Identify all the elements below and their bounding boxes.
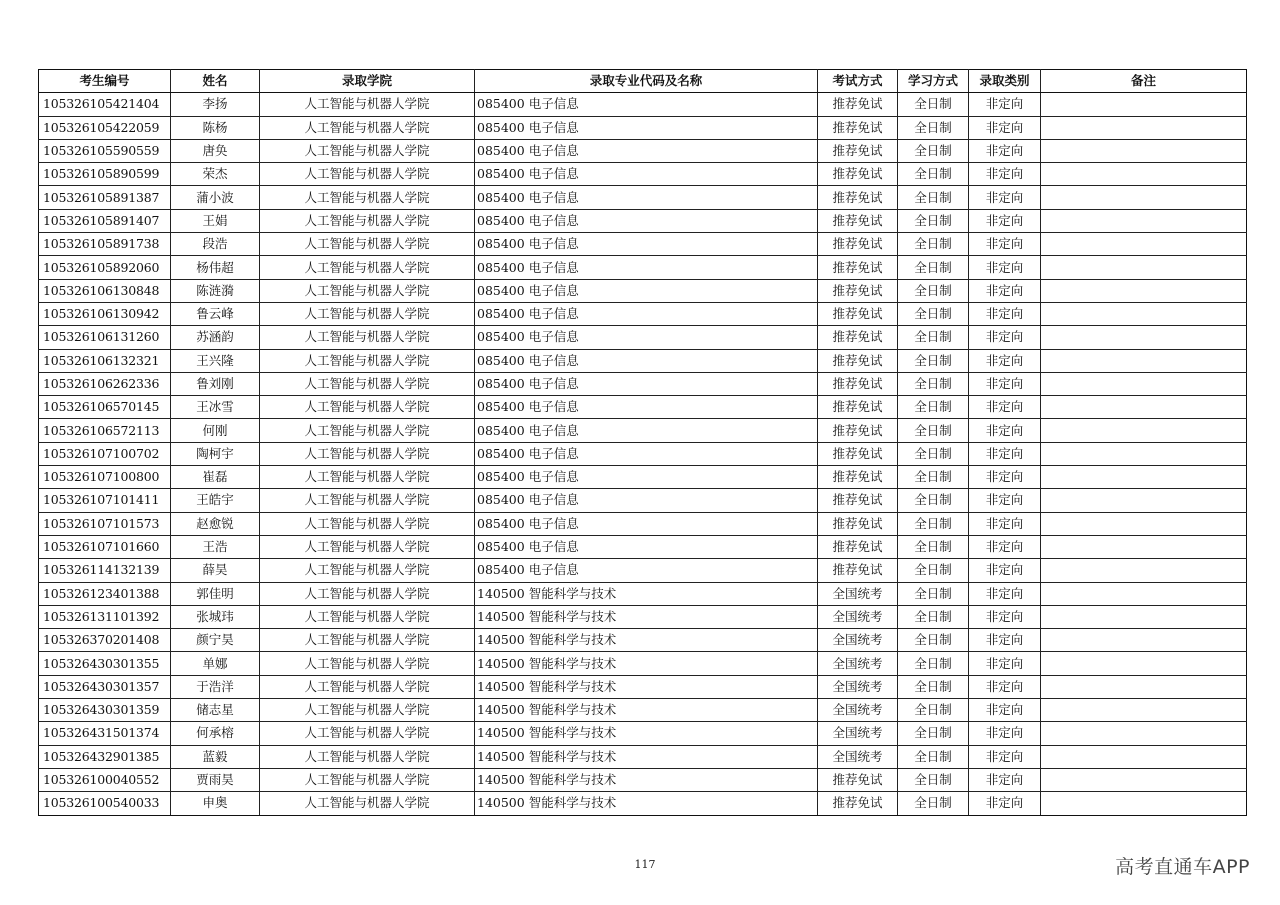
cell-major: 085400 电子信息 bbox=[475, 419, 818, 442]
table-row bbox=[39, 559, 1247, 582]
cell-name: 贾雨昊 bbox=[171, 768, 260, 791]
cell-study-mode: 全日制 bbox=[898, 722, 969, 745]
cell-admission-category: 非定向 bbox=[969, 256, 1041, 279]
cell-study-mode: 全日制 bbox=[898, 256, 969, 279]
cell-major: 140500 智能科学与技术 bbox=[475, 675, 818, 698]
cell-admission-category: 非定向 bbox=[969, 442, 1041, 465]
cell-admission-category: 非定向 bbox=[969, 233, 1041, 256]
cell-major: 140500 智能科学与技术 bbox=[475, 629, 818, 652]
cell-study-mode: 全日制 bbox=[898, 442, 969, 465]
cell-study-mode: 全日制 bbox=[898, 559, 969, 582]
table-header bbox=[39, 70, 1247, 93]
cell-student-id: 105326370201408 bbox=[39, 629, 171, 652]
cell-major: 085400 电子信息 bbox=[475, 372, 818, 395]
cell-admission-category: 非定向 bbox=[969, 512, 1041, 535]
cell-student-id: 105326106572113 bbox=[39, 419, 171, 442]
cell-name: 荣杰 bbox=[171, 163, 260, 186]
cell-name: 王兴隆 bbox=[171, 349, 260, 372]
cell-student-id: 105326106131260 bbox=[39, 326, 171, 349]
cell-admission-category: 非定向 bbox=[969, 279, 1041, 302]
cell-major: 140500 智能科学与技术 bbox=[475, 699, 818, 722]
table-row bbox=[39, 652, 1247, 675]
cell-name: 鲁刘刚 bbox=[171, 372, 260, 395]
cell-admission-category: 非定向 bbox=[969, 466, 1041, 489]
table-row bbox=[39, 349, 1247, 372]
cell-admission-category: 非定向 bbox=[969, 675, 1041, 698]
cell-note bbox=[1041, 582, 1247, 605]
table-row bbox=[39, 675, 1247, 698]
cell-admission-category: 非定向 bbox=[969, 326, 1041, 349]
cell-student-id: 105326100040552 bbox=[39, 768, 171, 791]
cell-exam-type: 推荐免试 bbox=[818, 419, 898, 442]
cell-name: 段浩 bbox=[171, 233, 260, 256]
cell-name: 单娜 bbox=[171, 652, 260, 675]
cell-admission-category: 非定向 bbox=[969, 139, 1041, 162]
cell-study-mode: 全日制 bbox=[898, 302, 969, 325]
cell-name: 颜宁昊 bbox=[171, 629, 260, 652]
cell-exam-type: 推荐免试 bbox=[818, 279, 898, 302]
cell-student-id: 105326430301355 bbox=[39, 652, 171, 675]
cell-college: 人工智能与机器人学院 bbox=[260, 372, 475, 395]
cell-admission-category: 非定向 bbox=[969, 396, 1041, 419]
cell-major: 140500 智能科学与技术 bbox=[475, 792, 818, 815]
cell-study-mode: 全日制 bbox=[898, 349, 969, 372]
cell-study-mode: 全日制 bbox=[898, 116, 969, 139]
cell-major: 085400 电子信息 bbox=[475, 209, 818, 232]
cell-name: 于浩洋 bbox=[171, 675, 260, 698]
table-row bbox=[39, 116, 1247, 139]
cell-major: 140500 智能科学与技术 bbox=[475, 768, 818, 791]
cell-study-mode: 全日制 bbox=[898, 489, 969, 512]
cell-study-mode: 全日制 bbox=[898, 186, 969, 209]
cell-study-mode: 全日制 bbox=[898, 512, 969, 535]
cell-college: 人工智能与机器人学院 bbox=[260, 442, 475, 465]
cell-note bbox=[1041, 93, 1247, 116]
table-row bbox=[39, 186, 1247, 209]
cell-college: 人工智能与机器人学院 bbox=[260, 512, 475, 535]
cell-note bbox=[1041, 233, 1247, 256]
cell-name: 蒲小波 bbox=[171, 186, 260, 209]
cell-student-id: 105326106132321 bbox=[39, 349, 171, 372]
cell-college: 人工智能与机器人学院 bbox=[260, 466, 475, 489]
cell-college: 人工智能与机器人学院 bbox=[260, 419, 475, 442]
cell-study-mode: 全日制 bbox=[898, 209, 969, 232]
cell-major: 085400 电子信息 bbox=[475, 279, 818, 302]
cell-exam-type: 推荐免试 bbox=[818, 93, 898, 116]
cell-college: 人工智能与机器人学院 bbox=[260, 139, 475, 162]
cell-note bbox=[1041, 302, 1247, 325]
cell-major: 140500 智能科学与技术 bbox=[475, 652, 818, 675]
cell-college: 人工智能与机器人学院 bbox=[260, 652, 475, 675]
cell-student-id: 105326105422059 bbox=[39, 116, 171, 139]
cell-study-mode: 全日制 bbox=[898, 629, 969, 652]
cell-study-mode: 全日制 bbox=[898, 163, 969, 186]
cell-note bbox=[1041, 629, 1247, 652]
cell-college: 人工智能与机器人学院 bbox=[260, 559, 475, 582]
cell-college: 人工智能与机器人学院 bbox=[260, 326, 475, 349]
cell-exam-type: 全国统考 bbox=[818, 675, 898, 698]
cell-name: 唐奂 bbox=[171, 139, 260, 162]
cell-major: 085400 电子信息 bbox=[475, 512, 818, 535]
cell-student-id: 105326432901385 bbox=[39, 745, 171, 768]
cell-study-mode: 全日制 bbox=[898, 675, 969, 698]
cell-note bbox=[1041, 605, 1247, 628]
cell-college: 人工智能与机器人学院 bbox=[260, 256, 475, 279]
cell-college: 人工智能与机器人学院 bbox=[260, 629, 475, 652]
table-row bbox=[39, 535, 1247, 558]
cell-student-id: 105326106130848 bbox=[39, 279, 171, 302]
cell-major: 140500 智能科学与技术 bbox=[475, 722, 818, 745]
table-row bbox=[39, 372, 1247, 395]
cell-college: 人工智能与机器人学院 bbox=[260, 349, 475, 372]
cell-college: 人工智能与机器人学院 bbox=[260, 768, 475, 791]
cell-exam-type: 推荐免试 bbox=[818, 349, 898, 372]
cell-college: 人工智能与机器人学院 bbox=[260, 186, 475, 209]
table-row bbox=[39, 93, 1247, 116]
cell-note bbox=[1041, 256, 1247, 279]
cell-college: 人工智能与机器人学院 bbox=[260, 675, 475, 698]
table-row bbox=[39, 489, 1247, 512]
cell-name: 郭佳明 bbox=[171, 582, 260, 605]
table-row bbox=[39, 722, 1247, 745]
cell-major: 085400 电子信息 bbox=[475, 163, 818, 186]
table-row bbox=[39, 279, 1247, 302]
table-row bbox=[39, 768, 1247, 791]
cell-exam-type: 推荐免试 bbox=[818, 163, 898, 186]
cell-college: 人工智能与机器人学院 bbox=[260, 116, 475, 139]
cell-admission-category: 非定向 bbox=[969, 419, 1041, 442]
cell-student-id: 105326431501374 bbox=[39, 722, 171, 745]
cell-exam-type: 全国统考 bbox=[818, 605, 898, 628]
table-row bbox=[39, 442, 1247, 465]
cell-exam-type: 推荐免试 bbox=[818, 489, 898, 512]
cell-exam-type: 全国统考 bbox=[818, 652, 898, 675]
cell-admission-category: 非定向 bbox=[969, 535, 1041, 558]
cell-student-id: 105326105891387 bbox=[39, 186, 171, 209]
table-row bbox=[39, 605, 1247, 628]
cell-college: 人工智能与机器人学院 bbox=[260, 745, 475, 768]
cell-note bbox=[1041, 372, 1247, 395]
cell-note bbox=[1041, 442, 1247, 465]
cell-study-mode: 全日制 bbox=[898, 326, 969, 349]
cell-exam-type: 推荐免试 bbox=[818, 186, 898, 209]
cell-study-mode: 全日制 bbox=[898, 372, 969, 395]
cell-note bbox=[1041, 722, 1247, 745]
cell-admission-category: 非定向 bbox=[969, 629, 1041, 652]
column-header-college: 录取学院 bbox=[260, 70, 475, 93]
cell-admission-category: 非定向 bbox=[969, 209, 1041, 232]
cell-admission-category: 非定向 bbox=[969, 792, 1041, 815]
column-header-major: 录取专业代码及名称 bbox=[475, 70, 818, 93]
table-row bbox=[39, 512, 1247, 535]
cell-name: 薛昊 bbox=[171, 559, 260, 582]
cell-college: 人工智能与机器人学院 bbox=[260, 722, 475, 745]
cell-major: 085400 电子信息 bbox=[475, 489, 818, 512]
cell-exam-type: 推荐免试 bbox=[818, 396, 898, 419]
cell-name: 王浩 bbox=[171, 535, 260, 558]
cell-student-id: 105326106262336 bbox=[39, 372, 171, 395]
cell-note bbox=[1041, 326, 1247, 349]
cell-note bbox=[1041, 535, 1247, 558]
cell-study-mode: 全日制 bbox=[898, 582, 969, 605]
cell-note bbox=[1041, 419, 1247, 442]
cell-name: 王冰雪 bbox=[171, 396, 260, 419]
cell-student-id: 105326105891738 bbox=[39, 233, 171, 256]
table-row bbox=[39, 163, 1247, 186]
cell-note bbox=[1041, 349, 1247, 372]
table-row bbox=[39, 629, 1247, 652]
cell-note bbox=[1041, 512, 1247, 535]
cell-major: 085400 电子信息 bbox=[475, 256, 818, 279]
cell-major: 085400 电子信息 bbox=[475, 559, 818, 582]
table-row bbox=[39, 466, 1247, 489]
table-row bbox=[39, 326, 1247, 349]
cell-student-id: 105326106570145 bbox=[39, 396, 171, 419]
cell-admission-category: 非定向 bbox=[969, 349, 1041, 372]
cell-name: 王皓宇 bbox=[171, 489, 260, 512]
cell-name: 赵愈锐 bbox=[171, 512, 260, 535]
cell-note bbox=[1041, 139, 1247, 162]
table-row bbox=[39, 396, 1247, 419]
cell-study-mode: 全日制 bbox=[898, 652, 969, 675]
cell-exam-type: 推荐免试 bbox=[818, 768, 898, 791]
cell-note bbox=[1041, 792, 1247, 815]
cell-exam-type: 推荐免试 bbox=[818, 792, 898, 815]
cell-exam-type: 推荐免试 bbox=[818, 326, 898, 349]
cell-note bbox=[1041, 652, 1247, 675]
cell-name: 苏涵韵 bbox=[171, 326, 260, 349]
cell-major: 085400 电子信息 bbox=[475, 116, 818, 139]
cell-admission-category: 非定向 bbox=[969, 699, 1041, 722]
cell-study-mode: 全日制 bbox=[898, 396, 969, 419]
cell-exam-type: 推荐免试 bbox=[818, 512, 898, 535]
cell-study-mode: 全日制 bbox=[898, 419, 969, 442]
cell-student-id: 105326430301359 bbox=[39, 699, 171, 722]
cell-student-id: 105326105891407 bbox=[39, 209, 171, 232]
table-row bbox=[39, 233, 1247, 256]
cell-student-id: 105326123401388 bbox=[39, 582, 171, 605]
cell-major: 085400 电子信息 bbox=[475, 442, 818, 465]
cell-student-id: 105326131101392 bbox=[39, 605, 171, 628]
cell-admission-category: 非定向 bbox=[969, 768, 1041, 791]
cell-major: 085400 电子信息 bbox=[475, 302, 818, 325]
cell-study-mode: 全日制 bbox=[898, 792, 969, 815]
cell-student-id: 105326107101573 bbox=[39, 512, 171, 535]
cell-major: 085400 电子信息 bbox=[475, 93, 818, 116]
cell-name: 陈杨 bbox=[171, 116, 260, 139]
cell-exam-type: 推荐免试 bbox=[818, 442, 898, 465]
table-row bbox=[39, 745, 1247, 768]
cell-college: 人工智能与机器人学院 bbox=[260, 93, 475, 116]
cell-name: 陈涟漪 bbox=[171, 279, 260, 302]
cell-major: 140500 智能科学与技术 bbox=[475, 582, 818, 605]
cell-admission-category: 非定向 bbox=[969, 116, 1041, 139]
cell-note bbox=[1041, 466, 1247, 489]
cell-college: 人工智能与机器人学院 bbox=[260, 699, 475, 722]
cell-name: 何刚 bbox=[171, 419, 260, 442]
table-row bbox=[39, 209, 1247, 232]
cell-study-mode: 全日制 bbox=[898, 605, 969, 628]
header-row bbox=[39, 70, 1247, 93]
cell-exam-type: 推荐免试 bbox=[818, 535, 898, 558]
cell-college: 人工智能与机器人学院 bbox=[260, 396, 475, 419]
cell-note bbox=[1041, 209, 1247, 232]
cell-college: 人工智能与机器人学院 bbox=[260, 489, 475, 512]
cell-exam-type: 推荐免试 bbox=[818, 302, 898, 325]
cell-college: 人工智能与机器人学院 bbox=[260, 233, 475, 256]
cell-student-id: 105326105892060 bbox=[39, 256, 171, 279]
admissions-table bbox=[38, 69, 1247, 816]
cell-admission-category: 非定向 bbox=[969, 372, 1041, 395]
cell-name: 李扬 bbox=[171, 93, 260, 116]
column-header-admission-category: 录取类别 bbox=[969, 70, 1041, 93]
cell-admission-category: 非定向 bbox=[969, 582, 1041, 605]
cell-college: 人工智能与机器人学院 bbox=[260, 605, 475, 628]
cell-study-mode: 全日制 bbox=[898, 93, 969, 116]
cell-name: 张城玮 bbox=[171, 605, 260, 628]
cell-college: 人工智能与机器人学院 bbox=[260, 163, 475, 186]
cell-exam-type: 推荐免试 bbox=[818, 256, 898, 279]
cell-college: 人工智能与机器人学院 bbox=[260, 209, 475, 232]
cell-note bbox=[1041, 396, 1247, 419]
cell-student-id: 105326105890599 bbox=[39, 163, 171, 186]
cell-exam-type: 全国统考 bbox=[818, 722, 898, 745]
cell-major: 085400 电子信息 bbox=[475, 233, 818, 256]
cell-exam-type: 推荐免试 bbox=[818, 139, 898, 162]
cell-admission-category: 非定向 bbox=[969, 93, 1041, 116]
column-header-study-mode: 学习方式 bbox=[898, 70, 969, 93]
table-row bbox=[39, 699, 1247, 722]
column-header-exam-type: 考试方式 bbox=[818, 70, 898, 93]
column-header-note: 备注 bbox=[1041, 70, 1247, 93]
cell-major: 085400 电子信息 bbox=[475, 466, 818, 489]
cell-name: 杨伟超 bbox=[171, 256, 260, 279]
cell-admission-category: 非定向 bbox=[969, 302, 1041, 325]
cell-student-id: 105326107101660 bbox=[39, 535, 171, 558]
cell-study-mode: 全日制 bbox=[898, 535, 969, 558]
cell-college: 人工智能与机器人学院 bbox=[260, 535, 475, 558]
cell-college: 人工智能与机器人学院 bbox=[260, 279, 475, 302]
cell-major: 085400 电子信息 bbox=[475, 326, 818, 349]
cell-study-mode: 全日制 bbox=[898, 139, 969, 162]
column-header-name: 姓名 bbox=[171, 70, 260, 93]
cell-exam-type: 全国统考 bbox=[818, 629, 898, 652]
cell-admission-category: 非定向 bbox=[969, 722, 1041, 745]
cell-name: 陶柯宇 bbox=[171, 442, 260, 465]
cell-student-id: 105326107101411 bbox=[39, 489, 171, 512]
cell-major: 085400 电子信息 bbox=[475, 396, 818, 419]
cell-name: 何承榕 bbox=[171, 722, 260, 745]
cell-major: 140500 智能科学与技术 bbox=[475, 605, 818, 628]
column-header-student-id: 考生编号 bbox=[39, 70, 171, 93]
table-row bbox=[39, 792, 1247, 815]
cell-exam-type: 推荐免试 bbox=[818, 233, 898, 256]
cell-note bbox=[1041, 699, 1247, 722]
cell-study-mode: 全日制 bbox=[898, 279, 969, 302]
cell-college: 人工智能与机器人学院 bbox=[260, 792, 475, 815]
cell-college: 人工智能与机器人学院 bbox=[260, 582, 475, 605]
cell-name: 蓝毅 bbox=[171, 745, 260, 768]
table-body bbox=[39, 93, 1247, 815]
cell-student-id: 105326105421404 bbox=[39, 93, 171, 116]
cell-college: 人工智能与机器人学院 bbox=[260, 302, 475, 325]
cell-note bbox=[1041, 489, 1247, 512]
cell-note bbox=[1041, 116, 1247, 139]
cell-note bbox=[1041, 675, 1247, 698]
cell-admission-category: 非定向 bbox=[969, 745, 1041, 768]
cell-name: 崔磊 bbox=[171, 466, 260, 489]
cell-exam-type: 推荐免试 bbox=[818, 209, 898, 232]
cell-note bbox=[1041, 163, 1247, 186]
cell-admission-category: 非定向 bbox=[969, 652, 1041, 675]
cell-study-mode: 全日制 bbox=[898, 466, 969, 489]
cell-study-mode: 全日制 bbox=[898, 745, 969, 768]
page-number: 117 bbox=[634, 858, 656, 871]
cell-note bbox=[1041, 768, 1247, 791]
cell-exam-type: 全国统考 bbox=[818, 699, 898, 722]
table-row bbox=[39, 256, 1247, 279]
table-row bbox=[39, 302, 1247, 325]
table-row bbox=[39, 419, 1247, 442]
cell-exam-type: 全国统考 bbox=[818, 582, 898, 605]
cell-name: 鲁云峰 bbox=[171, 302, 260, 325]
cell-exam-type: 推荐免试 bbox=[818, 466, 898, 489]
cell-study-mode: 全日制 bbox=[898, 233, 969, 256]
cell-major: 085400 电子信息 bbox=[475, 186, 818, 209]
cell-major: 085400 电子信息 bbox=[475, 349, 818, 372]
cell-note bbox=[1041, 559, 1247, 582]
cell-study-mode: 全日制 bbox=[898, 768, 969, 791]
cell-exam-type: 推荐免试 bbox=[818, 372, 898, 395]
watermark-logo-text: 高考直通车APP bbox=[1115, 856, 1250, 878]
cell-major: 085400 电子信息 bbox=[475, 139, 818, 162]
cell-name: 王娟 bbox=[171, 209, 260, 232]
cell-note bbox=[1041, 279, 1247, 302]
cell-student-id: 105326107100800 bbox=[39, 466, 171, 489]
table-row bbox=[39, 139, 1247, 162]
cell-student-id: 105326114132139 bbox=[39, 559, 171, 582]
cell-admission-category: 非定向 bbox=[969, 489, 1041, 512]
cell-major: 140500 智能科学与技术 bbox=[475, 745, 818, 768]
cell-student-id: 105326106130942 bbox=[39, 302, 171, 325]
cell-admission-category: 非定向 bbox=[969, 559, 1041, 582]
cell-study-mode: 全日制 bbox=[898, 699, 969, 722]
cell-name: 储志星 bbox=[171, 699, 260, 722]
cell-name: 申奥 bbox=[171, 792, 260, 815]
cell-note bbox=[1041, 186, 1247, 209]
cell-student-id: 105326430301357 bbox=[39, 675, 171, 698]
cell-exam-type: 推荐免试 bbox=[818, 116, 898, 139]
cell-student-id: 105326100540033 bbox=[39, 792, 171, 815]
cell-student-id: 105326107100702 bbox=[39, 442, 171, 465]
cell-exam-type: 全国统考 bbox=[818, 745, 898, 768]
cell-exam-type: 推荐免试 bbox=[818, 559, 898, 582]
cell-major: 085400 电子信息 bbox=[475, 535, 818, 558]
table-row bbox=[39, 582, 1247, 605]
cell-note bbox=[1041, 745, 1247, 768]
cell-student-id: 105326105590559 bbox=[39, 139, 171, 162]
cell-admission-category: 非定向 bbox=[969, 605, 1041, 628]
cell-admission-category: 非定向 bbox=[969, 186, 1041, 209]
cell-admission-category: 非定向 bbox=[969, 163, 1041, 186]
